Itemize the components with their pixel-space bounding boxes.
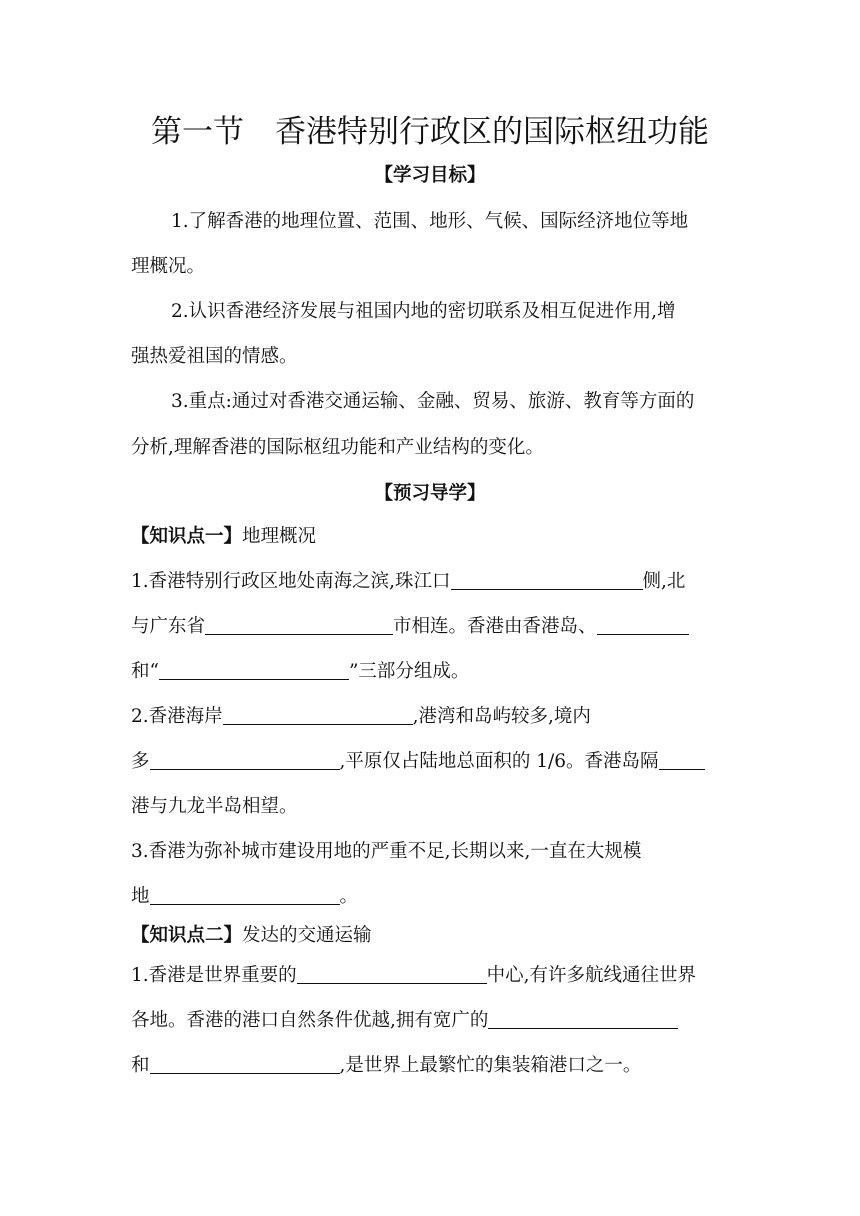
kp1-q1-line2 xyxy=(131,612,731,638)
kp1-q2-line2 xyxy=(131,747,731,773)
kp2-q1-text-a: 1.香港是世界重要的 xyxy=(131,965,297,986)
fill-blank[interactable] xyxy=(597,616,689,635)
kp1-q2-text-c: 多 xyxy=(131,751,150,772)
kp2-q1-text-b: 中心,有许多航线通往世界 xyxy=(486,965,697,986)
kp2-name: 发达的交通运输 xyxy=(242,925,372,946)
fill-blank[interactable] xyxy=(659,751,705,770)
kp2-q1-text-d: 和 xyxy=(131,1055,150,1076)
kp1-q2-text-a: 2.香港海岸 xyxy=(131,706,223,727)
kp1-q1-line3 xyxy=(131,657,731,683)
kp2-heading xyxy=(131,921,731,947)
fill-blank[interactable] xyxy=(451,571,643,590)
kp1-q1-text-c: 与广东省 xyxy=(131,616,206,637)
kp1-q2-text-b: ,港湾和岛屿较多,境内 xyxy=(412,706,591,727)
fill-blank[interactable] xyxy=(488,1010,678,1029)
kp1-heading xyxy=(131,522,731,548)
kp1-q1-text-f: ”三部分组成。 xyxy=(348,661,470,682)
fill-blank[interactable] xyxy=(223,706,413,725)
kp2-q1-text-e: ,是世界上最繁忙的集装箱港口之一。 xyxy=(339,1055,642,1076)
preview-heading: 【预习导学】 xyxy=(374,483,486,504)
fill-blank[interactable] xyxy=(150,751,340,770)
kp1-q1-text-e: 和“ xyxy=(131,661,159,682)
objective-3-line2: 分析,理解香港的国际枢纽功能和产业结构的变化。 xyxy=(131,437,544,458)
kp2-q1-line2 xyxy=(131,1006,731,1032)
objective-3-line1: 3.重点:通过对香港交通运输、金融、贸易、旅游、教育等方面的 xyxy=(171,391,695,412)
objective-1-line1 xyxy=(171,207,771,233)
fill-blank[interactable] xyxy=(297,965,487,984)
fill-blank[interactable] xyxy=(159,661,349,680)
fill-blank[interactable] xyxy=(205,616,393,635)
fill-blank[interactable] xyxy=(150,886,340,905)
kp2-q1-line1 xyxy=(131,961,731,987)
kp1-q2-text-d: ,平原仅占陆地总面积的 1/6。香港岛隔 xyxy=(339,751,659,772)
kp2-q1-line3 xyxy=(131,1051,731,1077)
objective-2-line2: 强热爱祖国的情感。 xyxy=(131,346,298,367)
kp1-q1-text-b: 侧,北 xyxy=(642,571,686,592)
kp2-label: 【知识点二】 xyxy=(131,925,243,946)
kp1-q3-line1: 3.香港为弥补城市建设用地的严重不足,长期以来,一直在大规模 xyxy=(131,841,642,862)
objective-2-line1: 2.认识香港经济发展与祖国内地的密切联系及相互促进作用,增 xyxy=(171,301,676,322)
kp1-q1-line1 xyxy=(131,567,731,593)
kp1-q3-line2 xyxy=(131,882,731,908)
kp1-name: 地理概况 xyxy=(242,526,317,547)
page-title: 第一节 香港特别行政区的国际枢纽功能 xyxy=(151,114,709,150)
kp1-q1-text-d: 市相连。香港由香港岛、 xyxy=(393,616,597,637)
kp1-q2-line1 xyxy=(131,702,731,728)
kp1-q1-text-a: 1.香港特别行政区地处南海之滨,珠江口 xyxy=(131,571,451,592)
kp1-label: 【知识点一】 xyxy=(131,526,243,547)
kp1-q3-text-c: 。 xyxy=(339,886,359,907)
objective-1-text: 1.了解香港的地理位置、范围、地形、气候、国际经济地位等地 xyxy=(171,211,689,232)
kp1-q2-line3: 港与九龙半岛相望。 xyxy=(131,796,298,817)
kp2-q1-text-c: 各地。香港的港口自然条件优越,拥有宽广的 xyxy=(131,1010,489,1031)
fill-blank[interactable] xyxy=(150,1055,340,1074)
objective-1-line2: 理概况。 xyxy=(131,256,206,277)
objectives-heading: 【学习目标】 xyxy=(374,165,486,186)
kp1-q3-text-b: 地 xyxy=(131,886,150,907)
